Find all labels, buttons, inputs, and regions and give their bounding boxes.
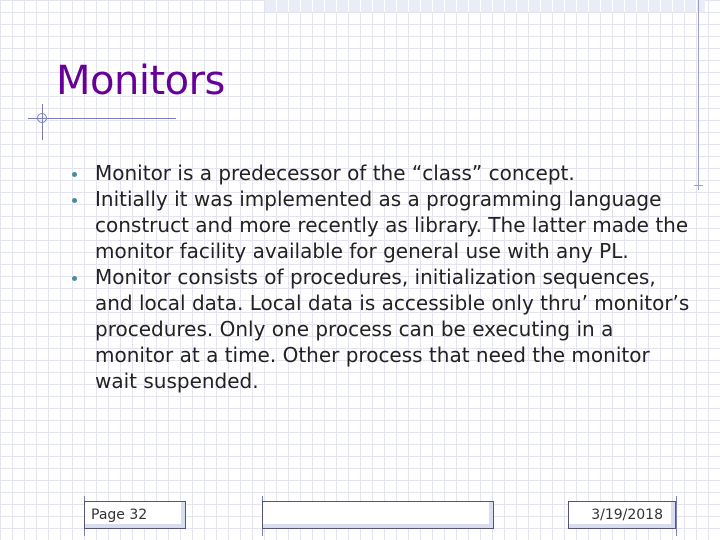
slide-title: Monitors xyxy=(56,58,225,104)
bullet-icon xyxy=(72,276,77,281)
title-crosshair-circle xyxy=(37,113,47,123)
date-box xyxy=(568,501,676,529)
bullet-item xyxy=(70,186,690,264)
page-number-box xyxy=(84,501,186,529)
bullet-text: Monitor is a predecessor of the “class” concept. xyxy=(95,161,575,185)
footer-middle-box xyxy=(262,501,494,529)
right-decorative-tick xyxy=(694,185,703,186)
bullet-text: Initially it was implemented as a programming language construct and more recently as library. The latter made the monitor facility available for general use with any PL. xyxy=(95,187,689,263)
bullet-item xyxy=(70,160,690,186)
top-decorative-band xyxy=(265,0,705,12)
bullet-icon xyxy=(72,172,77,177)
footer-right-line xyxy=(676,496,677,536)
bullet-list xyxy=(70,160,690,394)
bullet-icon xyxy=(72,198,77,203)
footer-date: 3/19/2018 xyxy=(591,507,663,523)
title-underline xyxy=(28,118,176,119)
page-number: Page 32 xyxy=(91,507,148,523)
bullet-item xyxy=(70,264,690,394)
right-decorative-line xyxy=(698,0,699,190)
bullet-text: Monitor consists of procedures, initialization sequences, and local data. Local data is accessible only thru’ monitor’s procedures. Only one process can be executing in a monitor at a time. Other process that need the monitor wait suspended. xyxy=(95,265,690,393)
